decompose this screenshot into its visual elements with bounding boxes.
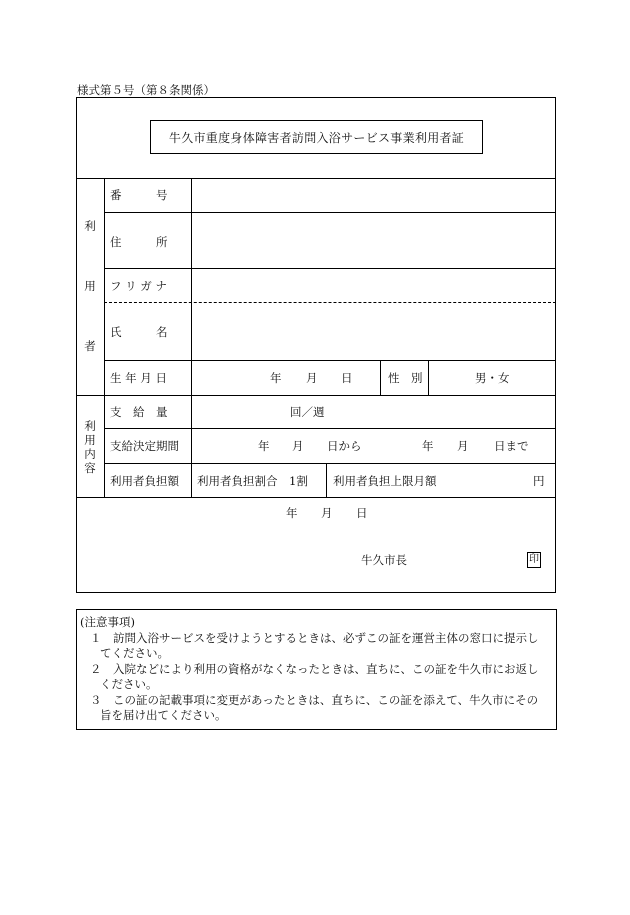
supply-amount-label: 支 給 量 bbox=[110, 405, 168, 419]
grid-line bbox=[76, 497, 556, 498]
grid-line bbox=[76, 395, 556, 396]
issuer-name: 牛久市長 bbox=[361, 553, 407, 567]
grid-line bbox=[76, 178, 556, 179]
period-start-day: 日から bbox=[327, 439, 362, 453]
note-line-2: てください。 bbox=[100, 646, 169, 660]
grid-line bbox=[326, 463, 327, 497]
gender-value: 男・女 bbox=[475, 371, 510, 385]
period-label: 支給決定期間 bbox=[110, 439, 179, 453]
notes-heading: (注意事項) bbox=[80, 615, 135, 629]
burden-ratio: 利用者負担割合 1割 bbox=[197, 474, 308, 488]
supply-amount-value: 回／週 bbox=[290, 405, 325, 419]
note-line-3: ２ 入院などにより利用の資格がなくなったときは、直ちに、この証を牛久市にお返し bbox=[90, 662, 539, 676]
grid-line bbox=[191, 178, 192, 497]
birth-year-unit: 年 bbox=[270, 371, 282, 385]
address-label: 住 所 bbox=[110, 235, 168, 249]
burden-label: 利用者負担額 bbox=[110, 474, 179, 488]
period-end-day: 日まで bbox=[494, 439, 529, 453]
grid-line bbox=[104, 428, 556, 429]
note-line-4: ください。 bbox=[100, 677, 158, 691]
burden-limit-label: 利用者負担上限月額 bbox=[333, 474, 437, 488]
birthdate-label: 生 年 月 日 bbox=[110, 371, 167, 385]
period-end-month: 月 bbox=[457, 439, 469, 453]
period-start-year: 年 bbox=[258, 439, 270, 453]
birth-month-unit: 月 bbox=[306, 371, 318, 385]
gender-label: 性 別 bbox=[388, 371, 423, 385]
period-start-month: 月 bbox=[292, 439, 304, 453]
grid-line bbox=[104, 268, 556, 269]
user-side-label-2: 用 bbox=[84, 279, 96, 293]
note-line-1: １ 訪問入浴サービスを受けようとするときは、必ずこの証を運営主体の窓口に提示し bbox=[90, 631, 539, 645]
furigana-label: フ リ ガ ナ bbox=[110, 279, 167, 293]
user-side-label-3: 者 bbox=[84, 339, 96, 353]
usage-side-label-4: 容 bbox=[84, 461, 96, 475]
certificate-frame bbox=[76, 97, 556, 593]
issue-day-unit: 日 bbox=[356, 506, 368, 520]
note-line-5: ３ この証の記載事項に変更があったときは、直ちに、この証を添えて、牛久市にその bbox=[90, 693, 539, 707]
seal-stamp: 印 bbox=[527, 552, 541, 568]
certificate-title: 牛久市重度身体障害者訪問入浴サービス事業利用者証 bbox=[150, 120, 483, 154]
burden-limit-unit: 円 bbox=[533, 474, 545, 488]
form-number-label: 様式第５号（第８条関係） bbox=[77, 83, 215, 97]
user-side-label-1: 利 bbox=[84, 219, 96, 233]
issue-month-unit: 月 bbox=[321, 506, 333, 520]
issue-year-unit: 年 bbox=[286, 506, 298, 520]
grid-line bbox=[428, 360, 429, 395]
grid-line bbox=[104, 178, 105, 497]
usage-side-label-1: 利 bbox=[84, 419, 96, 433]
name-label: 氏 名 bbox=[110, 325, 168, 339]
usage-side-label-2: 用 bbox=[84, 433, 96, 447]
grid-line bbox=[104, 212, 556, 213]
period-end-year: 年 bbox=[422, 439, 434, 453]
grid-line bbox=[380, 360, 381, 395]
grid-line bbox=[104, 360, 556, 361]
grid-line bbox=[104, 463, 556, 464]
number-label: 番 号 bbox=[110, 188, 168, 202]
birth-day-unit: 日 bbox=[341, 371, 353, 385]
usage-side-label-3: 内 bbox=[84, 447, 96, 461]
note-line-6: 旨を届け出てください。 bbox=[100, 708, 227, 722]
dashed-divider bbox=[104, 302, 556, 303]
